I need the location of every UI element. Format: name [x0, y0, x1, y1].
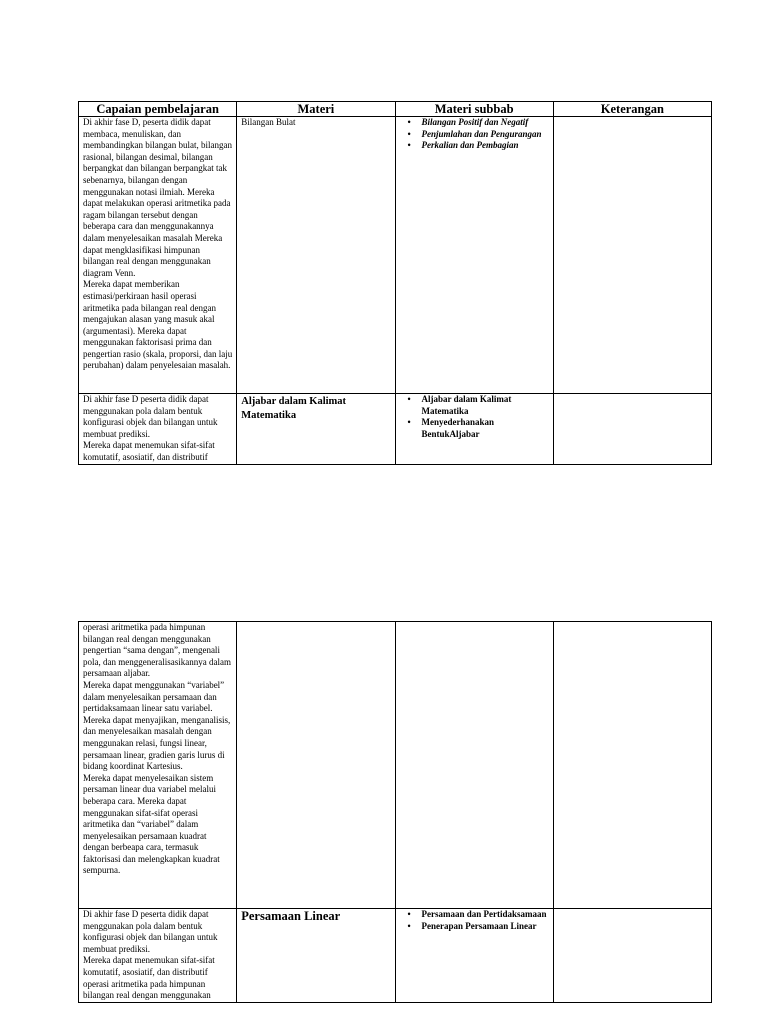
capaian-paragraph: Di akhir fase D, peserta didik dapat membaca, menuliskan, dan membandingkan bilangan bulat, bilangan rasional, bilangan desimal, bilangan berpangkat dan bilangan berpangkat tak sebenarnya, bilangan dengan menggunakan notasi ilmiah. Mereka dapat melakukan operasi aritmetika pada ragam bilangan tersebut dengan beberapa cara dan menggunakannya dalam menyelesaikan masalah Mereka dapat mengklasifikasi himpunan bilangan real dengan menggunakan diagram Venn.: [83, 117, 232, 278]
subbab-cell: [395, 622, 553, 909]
capaian-paragraph: Di akhir fase D peserta didik dapat menggunakan pola dalam bentuk konfigurasi objek dan bilangan untuk membuat prediksi.: [83, 394, 218, 439]
capaian-paragraph: Mereka dapat menyelesaikan sistem persaman linear dua variabel melalui beberapa cara. Mereka dapat menggunakan sifat-sifat operasi aritmetika dan “variabel” dalam menyelesaikan persamaan kuadrat dengan berbeapa cara, termasuk faktorisasi dan melengkapkan kuadrat sempurna.: [83, 772, 220, 876]
header-materi-subbab: Materi subbab: [395, 102, 553, 117]
subbab-cell: [395, 394, 553, 465]
subbab-cell: [395, 909, 553, 1003]
subbab-cell: [395, 117, 553, 394]
subbab-item: • Penjumlahan dan Pengurangan: [422, 129, 549, 141]
subbab-list: [400, 909, 549, 932]
materi-cell: [237, 622, 395, 909]
keterangan-cell: [553, 909, 711, 1003]
materi-text: Persamaan Linear: [241, 909, 341, 923]
subbab-item: • Persamaan dan Pertidaksamaan: [422, 909, 549, 921]
capaian-paragraph: Di akhir fase D peserta didik dapat menggunakan pola dalam bentuk konfigurasi objek dan bilangan untuk membuat prediksi.: [83, 909, 218, 954]
capaian-cell: [79, 909, 237, 1003]
materi-cell: [237, 394, 395, 465]
capaian-cell: [79, 117, 237, 394]
keterangan-cell: [553, 117, 711, 394]
materi-cell: [237, 117, 395, 394]
capaian-paragraph: Mereka dapat menemukan sifat-sifat komutatif, asosiatif, dan distributif: [83, 440, 215, 462]
header-materi: Materi: [237, 102, 395, 117]
table-row: [79, 622, 712, 909]
capaian-paragraph: Mereka dapat menemukan sifat-sifat komutatif, asosiatif, dan distributif operasi aritmetika pada himpunan bilangan real dengan menggunakan: [83, 955, 215, 1001]
subbab-item: • Perkalian dan Pembagian: [422, 140, 549, 152]
capaian-paragraph: operasi aritmetika pada himpunan bilangan real dengan menggunakan pengertian “sama dengan”, mengenali pola, dan menggeneralisasikannya dalam persamaan aljabar.: [83, 622, 231, 679]
materi-text: Aljabar dalam Kalimat Matematika: [241, 396, 347, 421]
capaian-paragraph: Mereka dapat menggunakan “variabel” dalam menyelesaikan persamaan dan pertidaksamaan linear satu variabel. Mereka dapat menyajikan, menganalisis, dan menyelesaikan masalah dengan menggunakan relasi, fungsi linear, persamaan linear, gradien garis lurus di bidang koordinat Kartesius.: [83, 679, 231, 772]
table-row: [79, 394, 712, 465]
curriculum-table-continued: [78, 621, 712, 1003]
subbab-list: [400, 117, 549, 152]
curriculum-table-top: [78, 101, 712, 465]
capaian-cell: [79, 394, 237, 465]
keterangan-cell: [553, 622, 711, 909]
table-row: [79, 117, 712, 394]
materi-text: Bilangan Bulat: [241, 117, 296, 127]
capaian-paragraph: Mereka dapat memberikan estimasi/perkiraan hasil operasi aritmetika pada bilangan real dengan mengajukan alasan yang masuk akal (argumentasi). Mereka dapat menggunakan faktorisasi prima dan pengertian rasio (skala, proporsi, dan laju perubahan) dalam penyelesaian masalah.: [83, 279, 233, 371]
subbab-item: • Menyederhanakan BentukAljabar: [422, 417, 549, 440]
capaian-cell: [79, 622, 237, 909]
header-capaian: Capaian pembelajaran: [79, 102, 237, 117]
subbab-list: [400, 394, 549, 440]
table-row: [79, 909, 712, 1003]
table-header-row: [79, 102, 712, 117]
subbab-item: • Aljabar dalam Kalimat Matematika: [422, 394, 549, 417]
header-keterangan: Keterangan: [553, 102, 711, 117]
subbab-item: • Bilangan Positif dan Negatif: [422, 117, 549, 129]
subbab-item: • Penerapan Persamaan Linear: [422, 921, 549, 933]
keterangan-cell: [553, 394, 711, 465]
materi-cell: [237, 909, 395, 1003]
